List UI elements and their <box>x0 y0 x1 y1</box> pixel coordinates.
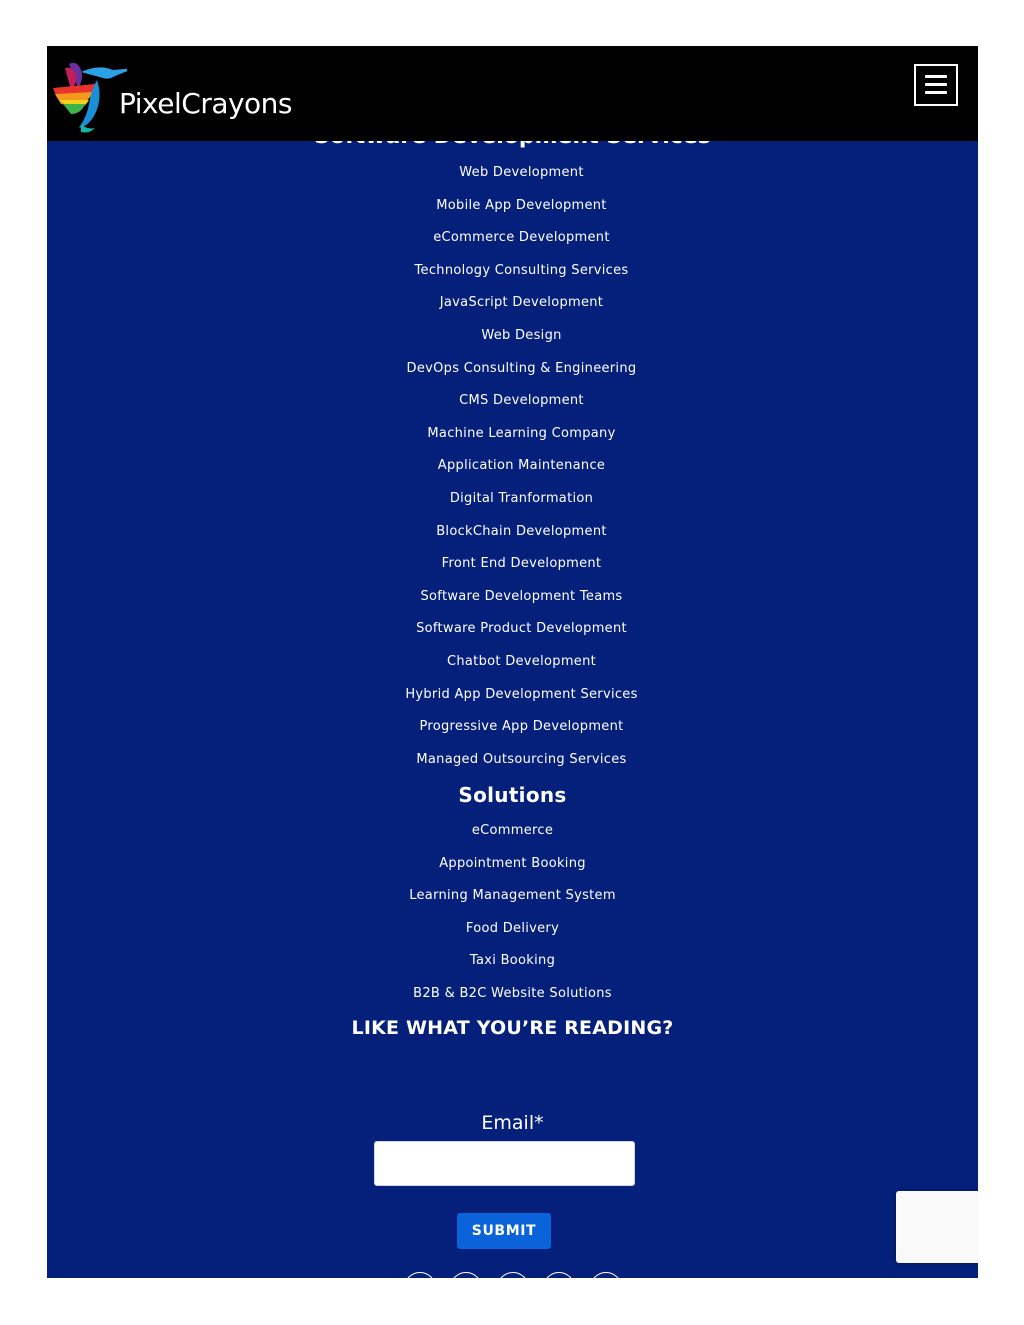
services-list <box>56 157 978 776</box>
services-link[interactable]: Digital Tranformation <box>449 490 594 506</box>
top-navbar <box>47 46 978 141</box>
services-link[interactable]: eCommerce Development <box>433 230 610 246</box>
social-icon[interactable] <box>404 1272 436 1278</box>
solutions-link[interactable]: eCommerce <box>471 823 554 838</box>
solutions-link[interactable]: Food Delivery <box>465 920 560 936</box>
services-link[interactable]: Mobile App Development <box>436 197 607 213</box>
social-icon[interactable] <box>497 1272 529 1278</box>
solutions-list <box>47 815 978 1011</box>
hamburger-menu-icon-line <box>925 83 947 86</box>
solutions-link[interactable]: Taxi Booking <box>469 953 556 969</box>
services-link[interactable]: Progressive App Development <box>419 719 624 735</box>
brand-name: PixelCrayons <box>119 87 293 120</box>
services-link[interactable]: Hybrid App Development Services <box>405 686 638 702</box>
services-link[interactable]: Software Development Teams <box>420 588 623 604</box>
services-link[interactable]: DevOps Consulting & Engineering <box>406 360 637 376</box>
services-link[interactable]: Web Development <box>459 165 584 180</box>
services-link[interactable]: Chatbot Development <box>446 653 597 669</box>
email-input[interactable] <box>374 1141 635 1186</box>
pixelcrayons-logo[interactable] <box>51 58 311 134</box>
solutions-link[interactable]: Learning Management System <box>409 888 616 904</box>
services-link[interactable]: Technology Consulting Services <box>414 262 629 278</box>
newsletter-heading: LIKE WHAT YOU’RE READING? <box>351 1017 674 1039</box>
hummingbird-logo-icon <box>51 58 127 134</box>
services-link[interactable]: BlockChain Development <box>436 523 607 539</box>
hamburger-menu-icon-line <box>925 75 947 78</box>
submit-button[interactable]: SUBMIT <box>457 1213 551 1249</box>
services-link[interactable]: Machine Learning Company <box>427 425 616 441</box>
recaptcha-badge[interactable] <box>896 1191 978 1263</box>
hamburger-menu-button[interactable] <box>914 64 958 106</box>
social-links <box>47 1272 978 1278</box>
services-link[interactable]: Front End Development <box>441 556 602 572</box>
services-link[interactable]: Software Product Development <box>416 621 627 637</box>
services-link[interactable]: Web Design <box>481 327 562 343</box>
services-link[interactable]: Managed Outsourcing Services <box>416 751 627 767</box>
email-label: Email* <box>481 1112 544 1134</box>
social-icon[interactable] <box>450 1272 482 1278</box>
services-link[interactable]: CMS Development <box>459 393 584 409</box>
social-icon[interactable] <box>543 1272 575 1278</box>
hamburger-menu-icon-line <box>925 91 947 94</box>
social-icon[interactable] <box>590 1272 622 1278</box>
solutions-heading: Solutions <box>458 783 567 807</box>
solutions-link[interactable]: Appointment Booking <box>439 855 586 871</box>
services-link[interactable]: Application Maintenance <box>437 458 606 474</box>
services-link[interactable]: JavaScript Development <box>439 295 604 311</box>
page-frame <box>47 46 978 1278</box>
solutions-link[interactable]: B2B & B2C Website Solutions <box>413 985 612 1001</box>
